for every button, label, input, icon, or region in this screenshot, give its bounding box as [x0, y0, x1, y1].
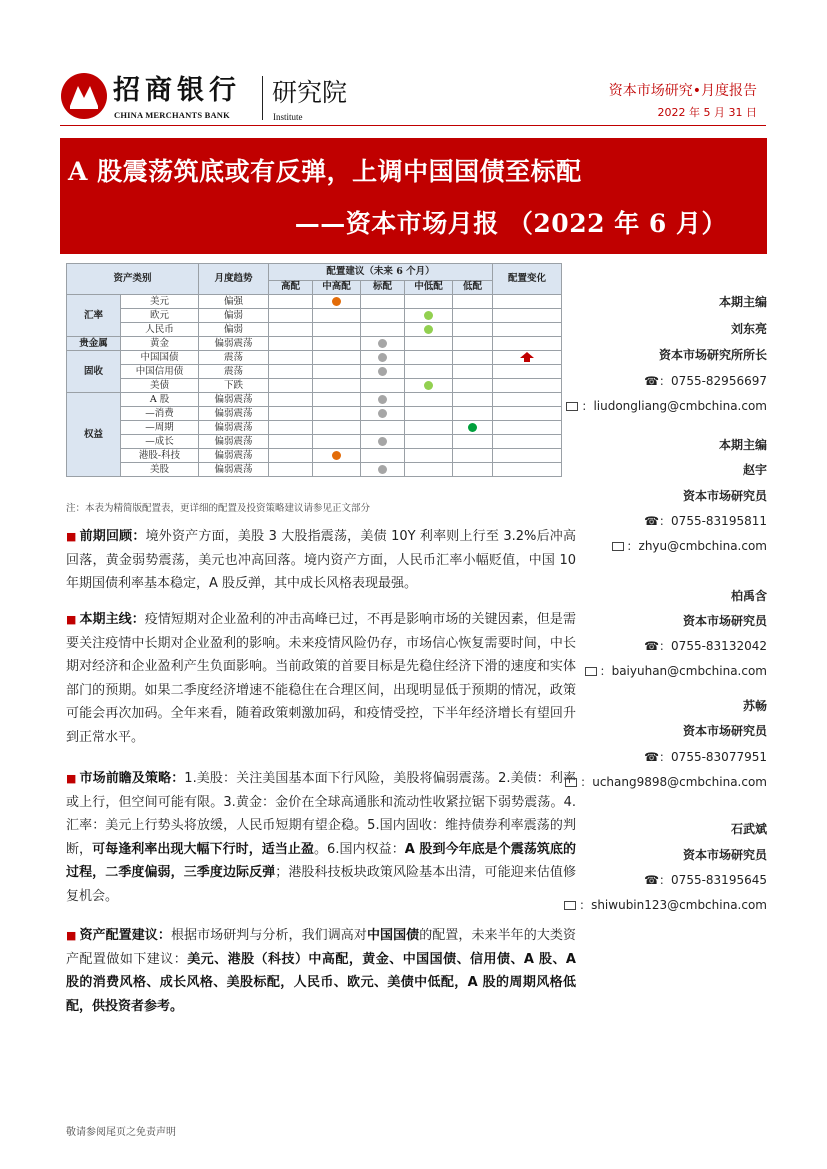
phone-icon: ☎： [644, 514, 672, 528]
author-name: 石武斌 [730, 822, 767, 836]
asset-name: 欧元 [121, 309, 199, 323]
allocation-level-cell [269, 407, 313, 421]
chief-editor-title: 资本市场研究所所长 [658, 348, 767, 362]
asset-trend: 偏弱震荡 [199, 421, 269, 435]
table-row [67, 351, 562, 365]
asset-trend: 偏弱震荡 [199, 337, 269, 351]
header-level: 低配 [453, 280, 493, 294]
allocation-change-cell [493, 351, 562, 365]
allocation-change-cell [493, 337, 562, 351]
chief-editor-label: 本期主编 [718, 295, 767, 309]
allocation-level-cell [313, 295, 361, 309]
header-suggestion: 配置建议（未来 6 个月） [269, 264, 493, 281]
brand-divider [262, 76, 263, 120]
upgrade-arrow-icon [520, 352, 534, 362]
author-title: 资本市场研究员 [682, 848, 767, 862]
allocation-marker-light_green [424, 311, 433, 320]
asset-category: 贵金属 [67, 337, 121, 351]
allocation-level-cell [269, 449, 313, 463]
asset-name: 美股 [121, 463, 199, 477]
allocation-level-cell [313, 463, 361, 477]
table-row [67, 393, 562, 407]
header-level: 中高配 [313, 280, 361, 294]
allocation-level-cell [313, 449, 361, 463]
allocation-marker-grey [378, 353, 387, 362]
allocation-level-cell [269, 323, 313, 337]
allocation-change-cell [493, 393, 562, 407]
asset-trend: 偏弱震荡 [199, 393, 269, 407]
section-text: 疫情短期对企业盈利的冲击高峰已过，不再是影响市场的关键因素，但是需要关注疫情中长期对企业盈利的影响。未来疫情风险仍存，市场信心恢复需要时间，中长期对经济和企业盈利产生负面影响。当前政策的首要目标是先稳住经济下滑的速度和实体部门的预期。如果二季度经济增速不能稳住在合理区间，出现明显低于预期的情况，政策可能会再次加码。全年来看，随着政策刺激加码，和疫情受控，下半年经济增长有望回升到正常水平。 [66, 612, 576, 745]
allocation-level-cell [313, 365, 361, 379]
allocation-level-cell [405, 463, 453, 477]
section-label: 本期主线： [79, 612, 145, 627]
allocation-level-cell [453, 421, 493, 435]
allocation-level-cell [361, 323, 405, 337]
allocation-marker-orange [332, 451, 341, 460]
allocation-level-cell [405, 337, 453, 351]
allocation-level-cell [453, 379, 493, 393]
allocation-level-cell [361, 337, 405, 351]
author-email[interactable]: ：baiyuhan@cmbchina.com [585, 662, 767, 679]
asset-name: 人民币 [121, 323, 199, 337]
institute-name-cn: 研究院 [272, 78, 348, 107]
allocation-level-cell [405, 295, 453, 309]
asset-name: 中国信用债 [121, 365, 199, 379]
allocation-level-cell [269, 421, 313, 435]
asset-name: —成长 [121, 435, 199, 449]
allocation-change-cell [493, 295, 562, 309]
phone-icon: ☎： [644, 374, 672, 388]
allocation-level-cell [405, 351, 453, 365]
author-phone: ☎：0755-83195645 [644, 873, 767, 887]
allocation-level-cell [453, 463, 493, 477]
email-icon [564, 901, 576, 910]
author-email[interactable]: ：uchang9898@cmbchina.com [565, 773, 767, 790]
allocation-level-cell [405, 449, 453, 463]
cmb-logo-icon [60, 72, 108, 120]
table-row [67, 449, 562, 463]
allocation-level-cell [313, 421, 361, 435]
allocation-table [66, 263, 562, 477]
allocation-marker-grey [378, 339, 387, 348]
author-email[interactable]: ：zhyu@cmbchina.com [612, 537, 767, 554]
allocation-level-cell [405, 365, 453, 379]
phone-icon: ☎： [644, 750, 672, 764]
allocation-change-cell [493, 463, 562, 477]
section-emphasis: 美元、港股（科技）中高配，黄金、中国国债、信用债、A 股、A 股的消费风格、成长风格、美股标配，人民币、欧元、美债中低配，A 股的周期风格低配，供投资者参考。 [66, 951, 576, 1014]
allocation-level-cell [269, 393, 313, 407]
allocation-level-cell [361, 295, 405, 309]
asset-name: 美元 [121, 295, 199, 309]
report-title: A 股震荡筑底或有反弹，上调中国国债至标配 [68, 157, 582, 186]
allocation-level-cell [269, 295, 313, 309]
asset-trend: 震荡 [199, 365, 269, 379]
allocation-level-cell [453, 449, 493, 463]
table-row [67, 407, 562, 421]
chief-editor-email[interactable]: ：liudongliang@cmbchina.com [566, 397, 767, 414]
section-emphasis: A 股到今年底是个震荡筑底的过程，二季度偏弱，三季度边际反弹 [66, 841, 576, 880]
email-icon [566, 402, 578, 411]
allocation-level-cell [361, 421, 405, 435]
title-banner [60, 138, 767, 254]
asset-trend: 偏弱震荡 [199, 435, 269, 449]
allocation-change-cell [493, 323, 562, 337]
report-type: 资本市场研究•月度报告 [608, 83, 757, 99]
allocation-level-cell [405, 407, 453, 421]
email-icon [612, 542, 624, 551]
asset-name: 黄金 [121, 337, 199, 351]
asset-category: 汇率 [67, 295, 121, 337]
header-asset-class: 资产类别 [67, 264, 199, 295]
asset-name: 美债 [121, 379, 199, 393]
allocation-level-cell [313, 337, 361, 351]
allocation-level-cell [313, 393, 361, 407]
section-label: 资产配置建议： [79, 928, 171, 943]
table-row [67, 323, 562, 337]
chief-editor-name: 刘东亮 [730, 322, 767, 336]
allocation-level-cell [453, 323, 493, 337]
allocation-marker-light_green [424, 381, 433, 390]
allocation-change-cell [493, 365, 562, 379]
allocation-marker-grey [378, 395, 387, 404]
author-phone: ☎：0755-83195811 [644, 514, 767, 528]
allocation-level-cell [405, 323, 453, 337]
allocation-marker-light_green [424, 325, 433, 334]
allocation-level-cell [405, 421, 453, 435]
institute-name-en: Institute [273, 112, 303, 122]
section-emphasis: 可每逢利率出现大幅下行时，适当止盈 [92, 841, 314, 857]
allocation-level-cell [453, 337, 493, 351]
author-phone: ☎：0755-83132042 [644, 639, 767, 653]
asset-category: 固收 [67, 351, 121, 393]
allocation-table-body [67, 295, 562, 477]
table-row [67, 435, 562, 449]
section-text: 的配置，未来半年的大类资产配置做如下建议： [66, 928, 576, 967]
allocation-marker-grey [378, 465, 387, 474]
header-change: 配置变化 [493, 264, 562, 295]
table-row [67, 463, 562, 477]
report-date: 2022 年 5 月 31 日 [657, 106, 757, 119]
allocation-level-cell [453, 365, 493, 379]
phone-icon: ☎： [644, 873, 672, 887]
writer-label: 本期主编 [718, 438, 767, 452]
email-icon [565, 778, 577, 787]
allocation-level-cell [361, 435, 405, 449]
section-review [66, 525, 576, 596]
allocation-change-cell [493, 379, 562, 393]
brand-name-cn: 招商银行 [113, 75, 241, 106]
allocation-change-cell [493, 435, 562, 449]
allocation-marker-green [468, 423, 477, 432]
asset-category: 权益 [67, 393, 121, 477]
asset-trend: 震荡 [199, 351, 269, 365]
allocation-level-cell [361, 379, 405, 393]
allocation-level-cell [313, 351, 361, 365]
author-name: 苏畅 [742, 699, 767, 713]
header-level: 标配 [361, 280, 405, 294]
section-label: 前期回顾： [79, 529, 146, 544]
section-mainline [66, 608, 576, 749]
section-text: 1.美股：关注美国基本面下行风险，美股将偏弱震荡。2.美债：利率或上行，但空间可能有限。3.黄金：金价在全球高通胀和流动性收紧拉锯下弱势震荡。4.汇率：美元上行势头将放缓，人民币短期有望企稳。5.国内固收：维持债券利率震荡的判断， [66, 771, 576, 857]
allocation-level-cell [453, 393, 493, 407]
table-note: 注：本表为精简版配置表，更详细的配置及投资策略建议请参见正文部分 [66, 503, 371, 514]
author-title: 资本市场研究员 [682, 614, 767, 628]
allocation-level-cell [453, 351, 493, 365]
allocation-marker-grey [378, 437, 387, 446]
allocation-level-cell [405, 379, 453, 393]
author-title: 资本市场研究员 [682, 724, 767, 738]
allocation-level-cell [269, 463, 313, 477]
table-row [67, 365, 562, 379]
author-title: 资本市场研究员 [682, 489, 767, 503]
section-text: ；港股科技板块政策风险基本出清，可能迎来估值修复机会。 [66, 865, 576, 904]
allocation-level-cell [361, 463, 405, 477]
allocation-level-cell [269, 365, 313, 379]
table-row [67, 421, 562, 435]
brand-name-en: CHINA MERCHANTS BANK [114, 110, 230, 120]
allocation-level-cell [361, 365, 405, 379]
bullet-square-icon: ■ [66, 772, 77, 785]
asset-trend: 偏弱震荡 [199, 463, 269, 477]
header-rule [60, 125, 766, 126]
allocation-change-cell [493, 449, 562, 463]
allocation-level-cell [361, 449, 405, 463]
allocation-level-cell [361, 309, 405, 323]
allocation-level-cell [313, 379, 361, 393]
allocation-level-cell [269, 379, 313, 393]
allocation-change-cell [493, 309, 562, 323]
header-level: 中低配 [405, 280, 453, 294]
allocation-level-cell [313, 323, 361, 337]
allocation-level-cell [269, 337, 313, 351]
author-email[interactable]: ：shiwubin123@cmbchina.com [564, 896, 767, 913]
allocation-level-cell [405, 309, 453, 323]
author-name: 赵宇 [742, 463, 767, 477]
allocation-marker-grey [378, 409, 387, 418]
allocation-marker-orange [332, 297, 341, 306]
allocation-level-cell [361, 351, 405, 365]
allocation-level-cell [313, 309, 361, 323]
section-outlook [66, 767, 576, 908]
allocation-change-cell [493, 407, 562, 421]
allocation-change-cell [493, 421, 562, 435]
chief-editor-phone: ☎：0755-82956697 [644, 374, 767, 388]
table-row [67, 295, 562, 309]
bullet-square-icon: ■ [66, 929, 77, 942]
asset-name: 中国国债 [121, 351, 199, 365]
asset-trend: 偏弱震荡 [199, 449, 269, 463]
allocation-level-cell [361, 407, 405, 421]
bullet-square-icon: ■ [66, 613, 77, 626]
section-text: 根据市场研判与分析，我们调高对 [170, 928, 367, 943]
allocation-level-cell [405, 393, 453, 407]
author-name: 柏禹含 [730, 589, 767, 603]
allocation-level-cell [453, 435, 493, 449]
allocation-level-cell [453, 295, 493, 309]
author-phone: ☎：0755-83077951 [644, 750, 767, 764]
asset-trend: 偏弱 [199, 323, 269, 337]
asset-name: 港股-科技 [121, 449, 199, 463]
allocation-level-cell [313, 435, 361, 449]
allocation-level-cell [313, 407, 361, 421]
section-label: 市场前瞻及策略： [79, 771, 185, 786]
section-text: 。6.国内权益： [314, 841, 405, 857]
asset-name: A 股 [121, 393, 199, 407]
allocation-level-cell [361, 393, 405, 407]
disclaimer-footer: 敬请参阅尾页之免责声明 [66, 1127, 176, 1138]
section-emphasis: 中国国债 [366, 928, 420, 943]
table-row [67, 379, 562, 393]
allocation-marker-grey [378, 367, 387, 376]
allocation-level-cell [453, 407, 493, 421]
phone-icon: ☎： [644, 639, 672, 653]
asset-name: —周期 [121, 421, 199, 435]
header-level: 高配 [269, 280, 313, 294]
asset-trend: 偏强 [199, 295, 269, 309]
table-row [67, 309, 562, 323]
header-trend: 月度趋势 [199, 264, 269, 295]
asset-trend: 偏弱震荡 [199, 407, 269, 421]
bullet-square-icon: ■ [66, 530, 77, 543]
asset-name: —消费 [121, 407, 199, 421]
allocation-level-cell [269, 351, 313, 365]
allocation-level-cell [269, 435, 313, 449]
report-subtitle: ——资本市场月报 （2022 年 6 月） [294, 209, 727, 238]
table-row [67, 337, 562, 351]
section-text: 境外资产方面，美股 3 大股指震荡，美债 10Y 利率则上行至 3.2%后冲高回落，黄金弱势震荡，美元也冲高回落。境内资产方面，人民币汇率小幅贬值，中国 10 年期国债利率基本稳定，A 股反弹，其中成长风格表现最强。 [66, 529, 576, 591]
asset-trend: 偏弱 [199, 309, 269, 323]
allocation-level-cell [453, 309, 493, 323]
allocation-level-cell [405, 435, 453, 449]
section-allocation [66, 924, 576, 1018]
email-icon [585, 667, 597, 676]
allocation-level-cell [269, 309, 313, 323]
asset-trend: 下跌 [199, 379, 269, 393]
